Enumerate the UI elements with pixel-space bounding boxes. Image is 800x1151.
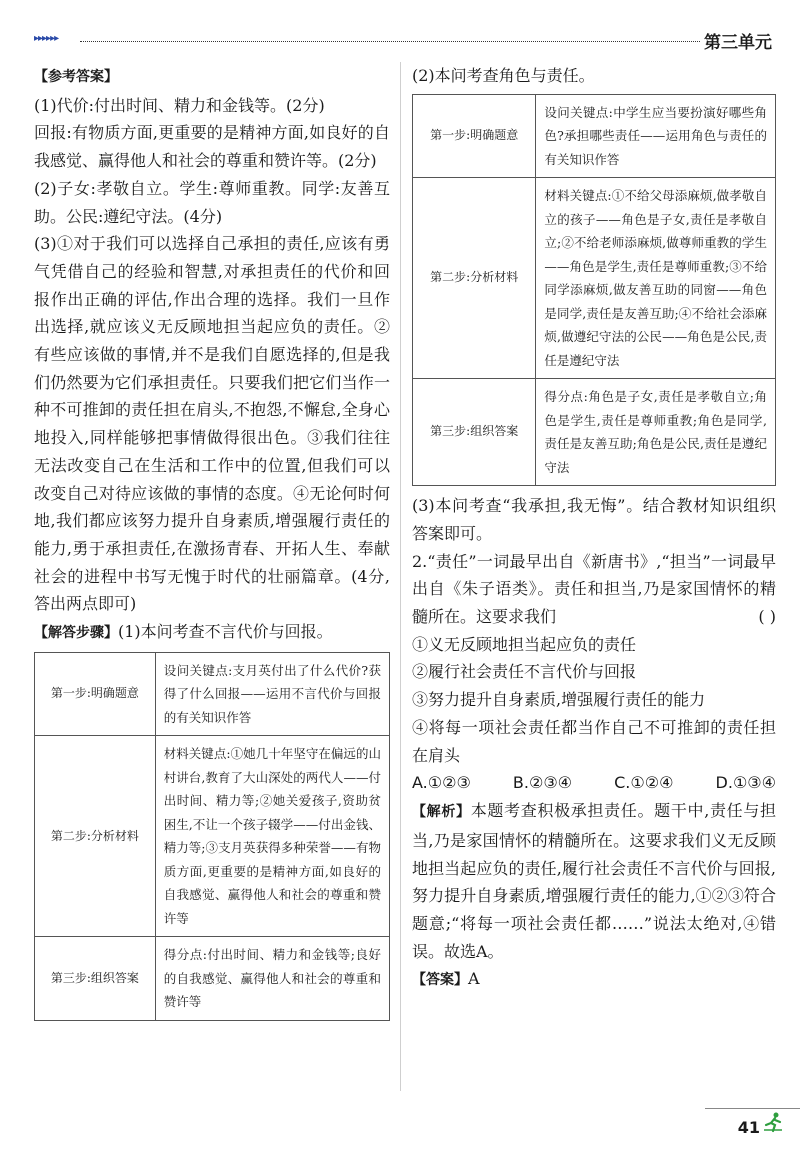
left-column bbox=[34, 62, 390, 1027]
answer-para-3: (2)子女:孝敬自立。学生:尊师重教。同学:友善互助。公民:遵纪守法。(4分) bbox=[34, 178, 390, 226]
part2-intro: (2)本问考查角色与责任。 bbox=[412, 66, 595, 85]
page-number: 41 bbox=[737, 1118, 760, 1137]
step-content: 设问关键点:中学生应当要扮演好哪些角色?承担哪些责任——运用角色与责任的有关知识作答 bbox=[536, 94, 776, 178]
table-row bbox=[413, 94, 776, 178]
answer-para-4: (3)①对于我们可以选择自己承担的责任,应该有勇气凭借自己的经验和智慧,对承担责任的代价和回报作出正确的评估,作出合理的选择。我们一旦作出选择,就应该义无反顾地担当起应负的责任。②有些应该做的事情,并不是我们自愿选择的,但是我们仍然要为它们承担责任。只要我们把它们当作一种不可推卸的责任担在肩头,不抱怨,不懈怠,全身心地投入,同样能够把事情做得很出色。③我们往往无法改变自己在生活和工作中的位置,但我们可以改变自己对待应该做的事情的态度。④无论何时何地,我们都应该努力提升自身素质,增强履行责任的能力,勇于承担责任,在激扬青春、开拓人生、奉献社会的进程中书写无愧于时代的壮丽篇章。(4分,答出两点即可) bbox=[34, 234, 390, 614]
choice-row bbox=[412, 769, 776, 797]
answer-para-2: 回报:有物质方面,更重要的是精神方面,如良好的自我感觉、赢得他人和社会的尊重和赞许等。(2分) bbox=[34, 123, 390, 171]
footer-line bbox=[705, 1108, 800, 1109]
steps-table-2 bbox=[412, 94, 776, 487]
table-row bbox=[413, 178, 776, 379]
step-content: 得分点:角色是子女,责任是孝敬自立;角色是学生,责任是尊师重教;角色是同学,责任是友善互助;角色是公民,责任是遵纪守法 bbox=[536, 379, 776, 486]
arrow-decoration: ▸▸▸▸▸▸ bbox=[34, 33, 59, 44]
choice-b: B.②③④ bbox=[512, 773, 572, 793]
header-dotted-line bbox=[80, 41, 700, 42]
part3-intro: (3)本问考查“我承担,我无悔”。结合教材知识组织答案即可。 bbox=[412, 496, 776, 543]
step-label: 第二步:分析材料 bbox=[35, 736, 156, 937]
step-label: 第二步:分析材料 bbox=[413, 178, 536, 379]
step-label: 第一步:明确题意 bbox=[35, 652, 156, 736]
step-label: 第三步:组织答案 bbox=[35, 937, 156, 1021]
steps-intro: 【解答步骤】(1)本问考查不言代价与回报。 bbox=[34, 622, 333, 642]
question-2: 2.“责任”一词最早出自《新唐书》,“担当”一词最早出自《朱子语类》。责任和担当,乃是家国情怀的精髓所在。这要求我们 ( ) bbox=[412, 548, 776, 631]
table-row bbox=[35, 652, 390, 736]
steps-table-1 bbox=[34, 652, 390, 1021]
answer-heading: 【参考答案】 bbox=[34, 69, 118, 85]
option-4: ④将每一项社会责任都当作自己不可推卸的责任担在肩头 bbox=[412, 717, 776, 765]
right-column bbox=[412, 62, 776, 995]
analysis: 【解析】本题考查积极承担责任。题干中,责任与担当,乃是家国情怀的精髓所在。这要求我们义无反顾地担当起应负的责任,履行社会责任不言代价与回报,努力提升自身素质,增强履行责任的能力,①②③符合题意;“将每一项社会责任都……”说法太绝对,④错误。故选A。 bbox=[412, 801, 777, 961]
step-content: 得分点:付出时间、精力和金钱等;良好的自我感觉、赢得他人和社会的尊重和赞许等 bbox=[155, 937, 389, 1021]
step-content: 材料关键点:①她几十年坚守在偏远的山村讲台,教育了大山深处的两代人——付出时间、精力等;②她关爱孩子,资助贫困生,不让一个孩子辍学——付出金钱、精力等;③支月英获得多种荣誉——有物质方面,更重要的是精神方面,如良好的自我感觉、赢得他人和社会的尊重和赞许等 bbox=[155, 736, 389, 937]
runner-icon bbox=[762, 1111, 784, 1137]
final-answer: 【答案】A bbox=[412, 969, 480, 989]
step-content: 材料关键点:①不给父母添麻烦,做孝敬自立的孩子——角色是子女,责任是孝敬自立;②不给老师添麻烦,做尊师重教的学生——角色是学生,责任是尊师重教;③不给同学添麻烦,做友善互助的同窗——角色是同学,责任是友善互助;④不给社会添麻烦,做遵纪守法的公民——角色是公民,责任是遵纪守法 bbox=[536, 178, 776, 379]
option-1: ①义无反顾地担当起应负的责任 bbox=[412, 634, 637, 654]
answer-para-1: (1)代价:付出时间、精力和金钱等。(2分) bbox=[34, 95, 325, 115]
step-label: 第三步:组织答案 bbox=[413, 379, 536, 486]
option-3: ③努力提升自身素质,增强履行责任的能力 bbox=[412, 690, 706, 710]
column-divider bbox=[400, 62, 401, 1091]
choice-d: D.①③④ bbox=[715, 773, 776, 793]
table-row bbox=[35, 937, 390, 1021]
choice-c: C.①②④ bbox=[614, 773, 674, 793]
unit-title: 第三单元 bbox=[704, 33, 772, 53]
choice-a: A.①②③ bbox=[412, 773, 471, 793]
page-header bbox=[0, 0, 800, 55]
step-content: 设问关键点:支月英付出了什么代价?获得了什么回报——运用不言代价与回报的有关知识作答 bbox=[155, 652, 389, 736]
page-footer bbox=[700, 1091, 800, 1151]
step-label: 第一步:明确题意 bbox=[413, 94, 536, 178]
answer-bracket: ( ) bbox=[758, 607, 776, 627]
option-2: ②履行社会责任不言代价与回报 bbox=[412, 662, 637, 682]
table-row bbox=[413, 379, 776, 486]
table-row bbox=[35, 736, 390, 937]
